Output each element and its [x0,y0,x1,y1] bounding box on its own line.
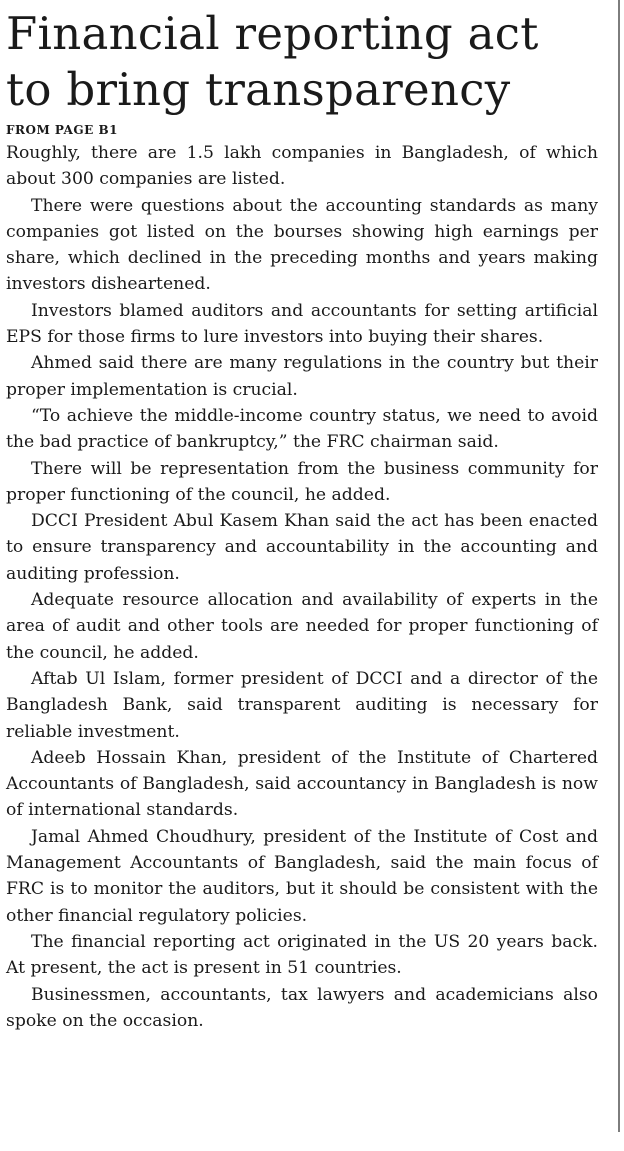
paragraph: Ahmed said there are many regulations in the country but their proper implementation is crucial. [6,353,598,400]
paragraph: Roughly, there are 1.5 lakh companies in Bangladesh, of which about 300 companies are listed. [6,143,598,190]
paragraph: DCCI President Abul Kasem Khan said the act has been enacted to ensure transparency and accountability in the accounting and auditing profession. [6,511,598,584]
paragraph: Businessmen, accountants, tax lawyers and academicians also spoke on the occasion. [6,984,598,1031]
headline [6,6,598,118]
headline-line-2: to bring transparency [6,63,511,116]
paragraph: Adeeb Hossain Khan, president of the Institute of Chartered Accountants of Bangladesh, said accountancy in Bangladesh is now of international standards. [6,747,598,821]
paragraph: Aftab Ul Islam, former president of DCCI and a director of the Bangladesh Bank, said transparent auditing is necessary for reliable investment. [6,668,598,742]
paragraph: “To achieve the middle-income country status, we need to avoid the bad practice of bankruptcy,” the FRC chairman said. [6,405,598,453]
column-rule [618,0,620,1132]
jump-label: FROM PAGE B1 [6,123,118,137]
paragraph: There were questions about the accounting standards as many companies got listed on the bourses showing high earnings per share, which declined in the preceding months and years making investors disheartened. [6,195,598,295]
paragraph: The financial reporting act originated in the US 20 years back. At present, the act is present in 51 countries. [6,931,598,979]
paragraph: Investors blamed auditors and accountants for setting artificial EPS for those firms to lure investors into buying their shares. [6,300,598,348]
article-column [6,6,598,1034]
paragraph: Jamal Ahmed Choudhury, president of the Institute of Cost and Management Accountants of Bangladesh, said the main focus of FRC is to monitor the auditors, but it should be consistent with the other financial regulatory policies. [6,826,598,926]
paragraph: Adequate resource allocation and availability of experts in the area of audit and other tools are needed for proper functioning of the council, he added. [6,590,598,663]
article-body [6,140,598,1034]
headline-line-1: Financial reporting act [6,7,539,60]
paragraph: There will be representation from the business community for proper functioning of the council, he added. [6,458,598,505]
